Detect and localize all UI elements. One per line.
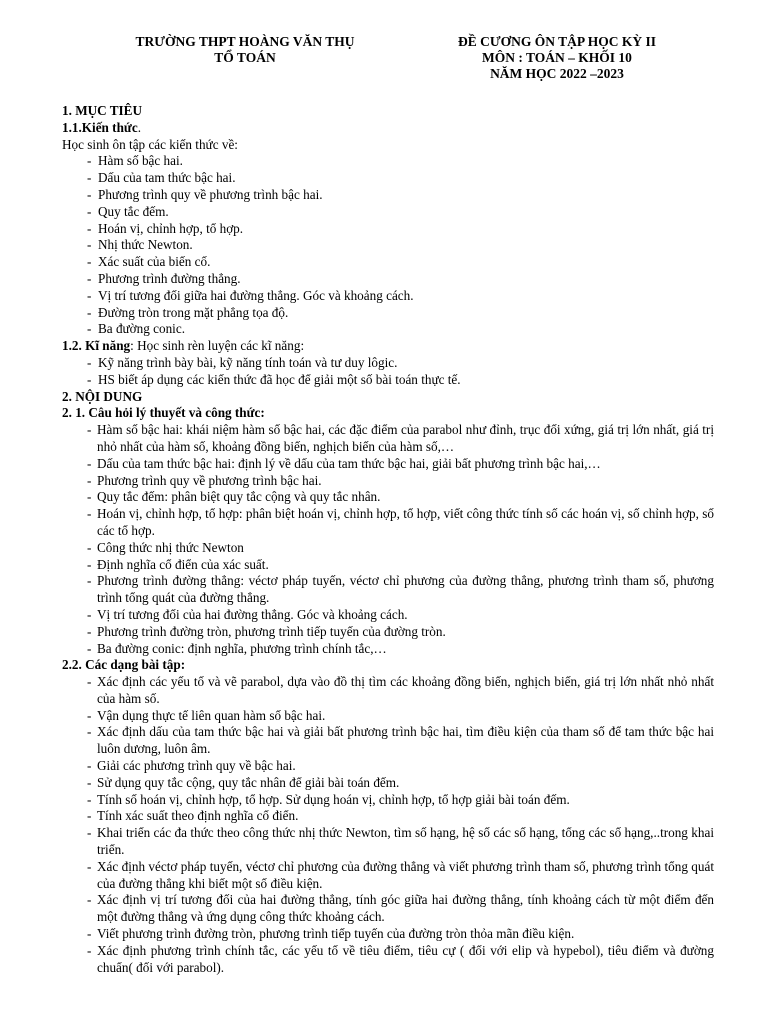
list-item: - Phương trình đường thẳng: véctơ pháp tuyến, véctơ chỉ phương của đường thẳng, phương trình tham số, phương trình tổng quát của đường thẳng. [87,573,714,606]
knowledge-list [62,153,714,338]
section-2-1-heading: 2. 1. Câu hỏi lý thuyết và công thức: [62,405,265,421]
list-item: - Ba đường conic. [87,321,186,337]
document-title-block [392,34,722,82]
list-item: - Hàm số bậc hai: khái niệm hàm số bậc hai, các đặc điểm của parabol như đỉnh, trục đối xứng, giá trị lớn nhất, giá trị nhỏ nhất của hàm số, khoảng đồng biến, nghịch biến của hàm số,… [87,422,714,454]
subject-grade: MÔN : TOÁN – KHỐI 10 [482,50,632,65]
department-name: TỔ TOÁN [214,50,276,65]
list-item: - Xác định vị trí tương đối của hai đường thẳng, tính góc giữa hai đường thẳng, tính khoảng cách từ một điểm đến một đường thẳng và ứng dụng công thức khoảng cách. [87,892,714,925]
list-item: - Kỹ năng trình bày bài, kỹ năng tính toán và tư duy lôgic. [87,354,398,370]
list-item: - Quy tắc đếm. [87,203,169,219]
list-item: - Dấu của tam thức bậc hai. [87,170,236,186]
list-item: - Hàm số bậc hai. [87,153,183,169]
list-item: - Hoán vị, chỉnh hợp, tổ hợp: phân biệt hoán vị, chỉnh hợp, tổ hợp, viết công thức tính số các hoán vị, số chỉnh hợp, số các tổ hợp. [87,506,714,538]
list-item: - Viết phương trình đường tròn, phương trình tiếp tuyến của đường tròn thỏa mãn điều kiện. [87,926,575,942]
exercise-list [62,674,714,976]
list-item: - Nhị thức Newton. [87,237,193,253]
list-item: - Sử dụng quy tắc cộng, quy tắc nhân để giải bài toán đếm. [87,774,400,790]
list-item: - Xác định dấu của tam thức bậc hai và giải bất phương trình bậc hai, tìm điều kiện của tham số để tam thức bậc hai luôn dương, luôn âm. [87,724,714,757]
theory-list [62,422,714,657]
list-item: - Xác định véctơ pháp tuyến, véctơ chỉ phương của đường thẳng và viết phương trình tham số, phương trình tổng quát của đường thẳng khi biết một số điều kiện. [87,858,714,891]
list-item: - Quy tắc đếm: phân biệt quy tắc cộng và quy tắc nhân. [87,489,381,505]
list-item: - Khai triển các đa thức theo công thức nhị thức Newton, tìm số hạng, hệ số các số hạng, tổng các số hạng,..trong khai triển. [87,825,714,858]
section-2-heading: 2. NỘI DUNG [62,388,143,404]
list-item: - Vị trí tương đối của hai đường thẳng. Góc và khoảng cách. [87,606,408,622]
list-item: - Đường tròn trong mặt phẳng tọa độ. [87,304,289,320]
list-item: - Phương trình quy về phương trình bậc hai. [87,472,322,488]
list-item: - Xác định phương trình chính tắc, các yếu tố về tiêu điểm, tiêu cự ( đối với elip và hypebol), tiêu điểm và đường chuẩn( đối với parabol). [87,942,714,975]
list-item: - Xác định các yếu tố và vẽ parabol, dựa vào đồ thị tìm các khoảng đồng biến, nghịch biến, giá trị lớn nhất nhỏ nhất của hàm số. [87,674,714,706]
school-header [70,34,420,66]
list-item: - HS biết áp dụng các kiến thức đã học để giải một số bài toán thực tế. [87,371,461,387]
section-2-2-heading: 2.2. Các dạng bài tập: [62,657,186,673]
document-body [62,103,714,976]
list-item: - Xác suất của biến cố. [87,254,211,270]
list-item: - Vị trí tương đối giữa hai đường thẳng. Góc và khoảng cách. [87,287,414,303]
list-item: - Phương trình đường thẳng. [87,270,241,286]
skills-list [62,355,714,389]
list-item: - Hoán vị, chỉnh hợp, tổ hợp. [87,220,244,236]
section-1-heading: 1. MỤC TIÊU [62,103,142,118]
list-item: - Ba đường conic: định nghĩa, phương trình chính tắc,… [87,640,387,656]
section-1-2-heading: 1.2. Kĩ năng: Học sinh rèn luyện các kĩ năng: [62,338,305,354]
list-item: - Tính số hoán vị, chỉnh hợp, tổ hợp. Sử dụng hoán vị, chỉnh hợp, tổ hợp giải bài toán đếm. [87,791,570,807]
list-item: - Công thức nhị thức Newton [87,539,244,555]
list-item: - Phương trình đường tròn, phương trình tiếp tuyến của đường tròn. [87,623,446,639]
list-item: - Dấu của tam thức bậc hai: định lý về dấu của tam thức bậc hai, giải bất phương trình bậc hai,… [87,455,601,471]
list-item: - Định nghĩa cổ điển của xác suất. [87,556,269,572]
list-item: - Giải các phương trình quy về bậc hai. [87,758,296,774]
school-year: NĂM HỌC 2022 –2023 [490,66,624,81]
school-name: TRƯỜNG THPT HOÀNG VĂN THỤ [135,34,355,49]
document-title: ĐỀ CƯƠNG ÔN TẬP HỌC KỲ II [457,34,657,49]
list-item: - Phương trình quy về phương trình bậc hai. [87,186,323,202]
section-1-1-heading: 1.1.Kiến thức. [62,119,141,135]
knowledge-intro: Học sinh ôn tập các kiến thức về: [62,136,238,152]
list-item: - Vận dụng thực tế liên quan hàm số bậc hai. [87,707,326,723]
list-item: - Tính xác suất theo định nghĩa cổ điển. [87,808,299,824]
